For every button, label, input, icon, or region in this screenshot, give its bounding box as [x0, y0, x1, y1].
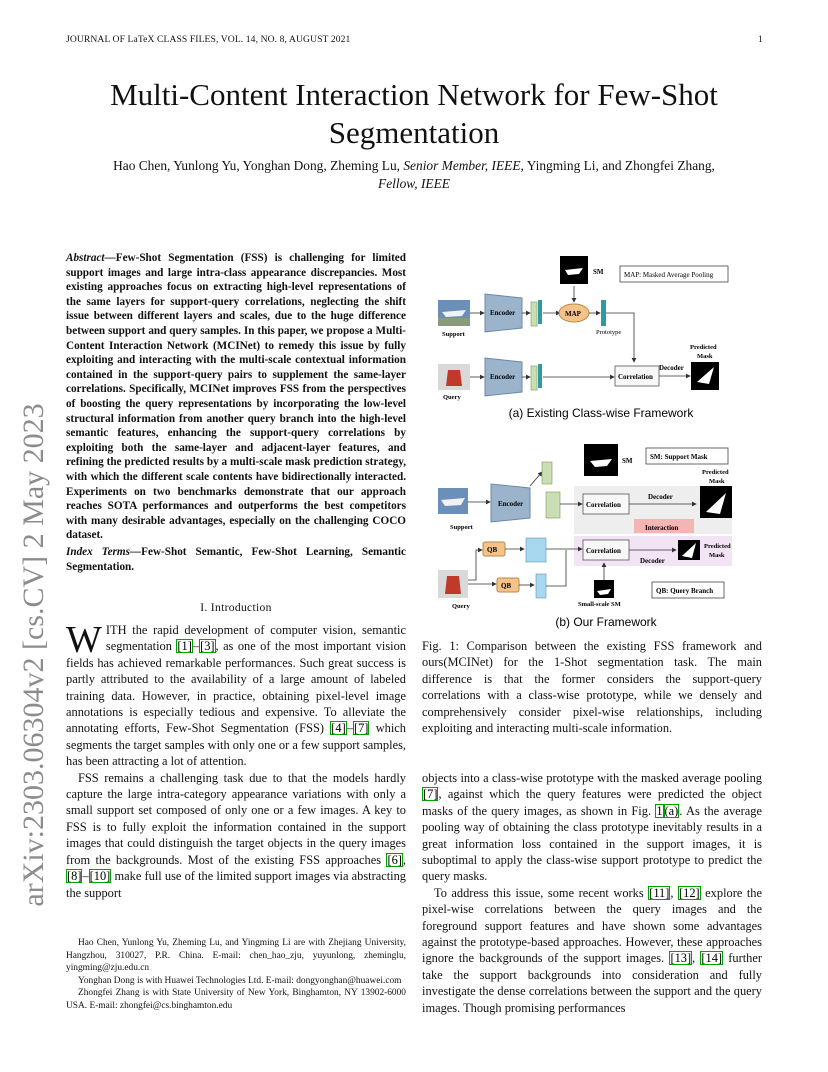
paper-title: Multi-Content Interaction Network for Few-Shot Segmentation: [110, 77, 718, 150]
sm-legend: SM: Support Mask: [650, 453, 708, 461]
feature-map: [538, 300, 542, 324]
abstract: [66, 251, 406, 543]
decoder-label: Decoder: [640, 557, 665, 565]
correlation-label: Correlation: [586, 547, 621, 555]
intro-text: [66, 619, 406, 901]
text-span: objects into a class-wise prototype with the masked average pooling: [422, 771, 762, 785]
citation-link[interactable]: [10]: [89, 869, 111, 884]
small-sm-label: Small-scale SM: [578, 601, 621, 608]
figure-panel-a: [438, 256, 728, 420]
text-span: make full use of the limited support images via abstracting the support: [66, 869, 406, 900]
encoder-label: Encoder: [490, 373, 516, 381]
author-list: [60, 157, 768, 193]
citation-link[interactable]: [7]: [423, 787, 438, 802]
query-label: Query: [452, 603, 470, 610]
qb-label: QB: [487, 546, 498, 554]
text-span: –: [346, 721, 353, 736]
citation-link[interactable]: [11]: [649, 885, 670, 900]
airplane-tail-icon: [445, 576, 461, 594]
qb-label: QB: [501, 582, 512, 590]
figure-panel-b: [438, 444, 732, 629]
feature-map: [538, 364, 542, 388]
citation-link[interactable]: [13]: [670, 951, 692, 966]
figure-1: [438, 250, 764, 630]
section-heading: I. Introduction: [200, 601, 272, 614]
text-span: further take the support backgrounds into consideration and fully investigate the dense correlations between the support and the query images. Though promising performances: [422, 951, 762, 1015]
support-label: Support: [442, 331, 465, 338]
decoder-label: Decoder: [659, 364, 684, 372]
prototype-label: Prototype: [596, 329, 622, 336]
right-paragraph-1: [422, 770, 762, 885]
qb-legend: QB: Query Branch: [656, 587, 714, 595]
dropcap: W: [66, 619, 102, 661]
right-column-text: [422, 770, 762, 1016]
mask-label: Mask: [709, 478, 725, 485]
citation-link[interactable]: [12]: [679, 885, 700, 900]
text-span: ,: [670, 885, 678, 900]
text-span: –: [192, 639, 200, 654]
page-number: 1: [758, 34, 763, 45]
mask-label: Mask: [709, 552, 725, 559]
citation-link[interactable]: [8]: [67, 869, 82, 884]
airplane-tail-icon: [446, 370, 462, 386]
predicted-label: Predicted: [690, 344, 717, 351]
encoder-label: Encoder: [490, 309, 516, 317]
abstract-text: —Few-Shot Segmentation (FSS) is challenging for limited support images and large intra-class appearance discrepancies. Most existing approaches focus on extracting high-level representations of the same layers for support-query correlations, neglecting the shift issue between different layers and scales, due to the huge difference between support and query samples. In this paper, we propose a Multi-Content Interaction Network (MCINet) to remedy this issue by fully exploiting and interacting with the multi-scale contextual information contained in the support-query pairs to supplement the same-layer correlations. Specifically, MCINet improves FSS from the perspectives of boosting the query representations by incorporating the low-level structural information from another query branch into the high-level semantic features, enhancing the support-query correlations by exploiting both the same-layer and adjacent-layer features, and refining the predicted results by a multi-scale mask prediction strategy, with which the different scale contents have bidirectionally interacted. Experiments on two benchmarks demonstrate that our approach reaches SOTA performances and outperforms the best competitors with many desirable advantages, especially on the challenging COCO dataset.: [66, 252, 406, 542]
feature-map: [531, 302, 537, 326]
mask-label: Mask: [697, 353, 713, 360]
citation-link[interactable]: [4]: [331, 721, 346, 736]
arxiv-stamp: arXiv:2303.06304v2 [cs.CV] 2 May 2023: [17, 403, 50, 907]
text-span: ,: [692, 951, 701, 966]
text-span: , as one of the most important vision fields has achieved remarkable performances. Such great success is partly attributed to the availability of a large amount of labeled training data. However, in practice, obtaining pixel-level image annotations is especially tedious and expensive. To alleviate the annotating efforts, Few-Shot Segmentation (FSS): [66, 639, 406, 736]
citation-link[interactable]: [6]: [387, 852, 402, 867]
index-terms-text: —Few-Shot Semantic, Few-Shot Learning, Semantic Segmentation.: [66, 546, 406, 573]
arrow: [546, 550, 566, 586]
arrow: [606, 313, 634, 362]
abstract-label: Abstract: [66, 252, 105, 264]
map-legend: MAP: Masked Average Pooling: [624, 271, 714, 279]
feature-map: [531, 366, 537, 390]
intro-paragraph-1: [66, 619, 406, 770]
feature-map: [542, 462, 552, 484]
figure-link[interactable]: 1: [656, 803, 663, 818]
decoder-label: Decoder: [648, 493, 673, 501]
correlation-label: Correlation: [586, 501, 621, 509]
predicted-label: Predicted: [704, 543, 731, 550]
encoder-label: Encoder: [498, 500, 524, 508]
authors-part-2: , Yingming Li, and Zhongfei Zhang,: [520, 158, 715, 173]
citation-link[interactable]: [1]: [177, 639, 192, 654]
figure-link[interactable]: (a): [664, 803, 679, 818]
map-label: MAP: [565, 310, 581, 318]
right-paragraph-2: [422, 885, 762, 1016]
running-header: JOURNAL OF LaTeX CLASS FILES, VOL. 14, NO. 8, AUGUST 2021: [66, 34, 351, 45]
text-span: To address this issue, some recent works: [434, 885, 649, 900]
text-span: ,: [402, 852, 406, 867]
citation-link[interactable]: [3]: [200, 639, 215, 654]
sm-label: SM: [622, 457, 633, 465]
index-terms-label: Index Terms: [66, 546, 130, 558]
feature-map: [526, 538, 546, 562]
correlation-label: Correlation: [618, 373, 653, 381]
text-span: –: [82, 869, 89, 884]
predicted-label: Predicted: [702, 469, 729, 476]
footnotes: [66, 937, 406, 1013]
prototype-vector: [601, 300, 606, 326]
sm-label: SM: [593, 268, 604, 276]
subfigure-b-caption: (b) Our Framework: [555, 615, 657, 629]
support-label: Support: [450, 524, 473, 531]
text-span: explore the pixel-wise correlations between the query images and the foreground support features and have shown some advantages against the prototype-based approaches. However, these approaches ignore the backgrounds of the support images.: [422, 885, 762, 966]
interaction-label: Interaction: [645, 524, 679, 532]
intro-paragraph-2: [66, 770, 406, 901]
footnote: Yonghan Dong is with Huawei Technologies Ltd. E-mail: dongyonghan@huawei.com: [78, 975, 402, 986]
authors-affil-2: Fellow, IEEE: [378, 176, 450, 191]
arrow: [530, 472, 542, 486]
text-span: which segments the target samples with only one or a few support samples, has been attracting a lot of attention.: [66, 721, 406, 769]
citation-link[interactable]: [14]: [701, 951, 723, 966]
feature-map: [546, 492, 560, 518]
footnote: Zhongfei Zhang is with State University of New York, Binghamton, NY 13902-6000 USA. E-mail: zhongfei@cs.binghamton.edu: [66, 988, 406, 1011]
arrow: [468, 550, 482, 580]
text-span: FSS remains a challenging task due to that the models hardly capture the large intra-category appearance variations with only a small support set composed of only one or a few images. A key to FSS is to fully exploit the information contained in the support images that could distinguish the target objects in the query images from the backgrounds. Most of the existing FSS approaches: [66, 770, 406, 867]
figure-caption: Fig. 1: Comparison between the existing FSS framework and ours(MCINet) for the 1-Shot segmentation task. The main difference is that the former considers the support-query correlations with a class-wise prototype, while we densely and comprehensively consider pixel-wise relationships, including exploiting and interacting multi-scale information.: [422, 639, 762, 736]
support-image-ground: [438, 318, 470, 326]
footnote: Hao Chen, Yunlong Yu, Zheming Lu, and Yingming Li are with Zhejiang University, Hangzhou, 310027, P.R. China. E-mail: chen_hao_zju, yuyunlong, zheminglu, yingming@zju.edu.cn: [66, 938, 406, 974]
feature-map: [536, 574, 546, 598]
authors-affil-1: Senior Member, IEEE: [403, 158, 521, 173]
citation-link[interactable]: [7]: [353, 721, 369, 736]
index-terms: [66, 545, 406, 574]
text-span: . As the average pooling way of obtaining the class prototype inevitably results in a great information loss contained in the support images, it is suboptimal to apply the class-wise support prototype to predict the query masks.: [422, 803, 762, 884]
query-label: Query: [443, 394, 461, 401]
authors-part-1: Hao Chen, Yunlong Yu, Yonghan Dong, Zheming Lu,: [113, 158, 400, 173]
subfigure-a-caption: (a) Existing Class-wise Framework: [508, 406, 694, 420]
text-span: ITH the rapid development of computer vision, semantic segmentation: [105, 623, 406, 654]
text-span: , against which the query features were predicted the object masks of the query images, as shown in Fig.: [422, 787, 762, 818]
